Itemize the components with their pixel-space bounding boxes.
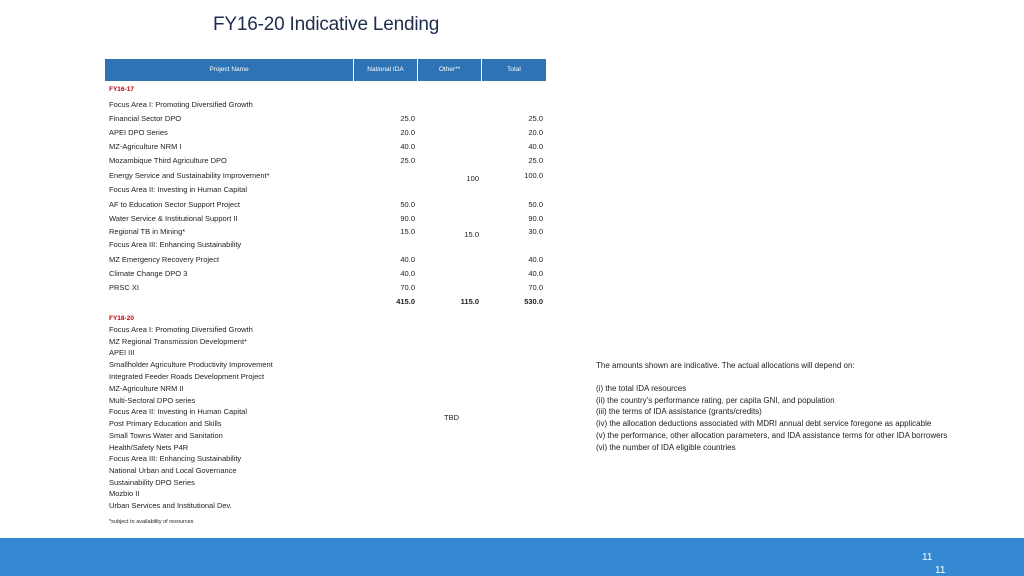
row-total: 50.0 xyxy=(528,200,543,209)
row-project-name: Energy Service and Sustainability Improvement* xyxy=(109,171,270,180)
row-project-name: Smallholder Agriculture Productivity Improvement xyxy=(109,360,273,369)
row-project-name: Mozambique Third Agriculture DPO xyxy=(109,156,227,165)
row-total: 100.0 xyxy=(524,171,543,180)
row-project-name: Climate Change DPO 3 xyxy=(109,269,188,278)
row-national-ida: 70.0 xyxy=(400,283,415,292)
row-total: 25.0 xyxy=(528,114,543,123)
row-project-name: APEI DPO Series xyxy=(109,128,168,137)
row-project-name: Post Primary Education and Skills xyxy=(109,419,222,428)
table-header xyxy=(105,59,546,81)
row-project-name: PRSC XI xyxy=(109,283,140,292)
row-project-name: Focus Area III: Enhancing Sustainability xyxy=(109,454,242,463)
row-national-ida: 90.0 xyxy=(400,214,415,223)
row-total: 25.0 xyxy=(528,156,543,165)
row-other: 100 xyxy=(466,174,479,183)
row-total: 40.0 xyxy=(528,255,543,264)
row-national-ida: 15.0 xyxy=(400,227,415,236)
row-national-ida: 50.0 xyxy=(400,200,415,209)
section-fy18-20: FY18-20 xyxy=(109,315,134,322)
row-project-name: AF to Education Sector Support Project xyxy=(109,200,240,209)
total-national-ida: 415.0 xyxy=(396,297,415,306)
row-total: 40.0 xyxy=(528,269,543,278)
row-project-name: MZ-Agriculture NRM I xyxy=(109,142,182,151)
row-project-name: Mozbio II xyxy=(109,489,140,498)
header-project-name: Project Name xyxy=(105,59,354,81)
row-national-ida: 40.0 xyxy=(400,269,415,278)
total-other: 115.0 xyxy=(460,297,479,306)
row-project-name: Urban Services and Institutional Dev. xyxy=(109,501,232,510)
note-item: (vi) the number of IDA eligible countries xyxy=(596,443,736,452)
row-project-name: Regional TB in Mining* xyxy=(109,227,186,236)
note-item: (iii) the terms of IDA assistance (grants/credits) xyxy=(596,407,762,416)
tbd-label: TBD xyxy=(444,413,459,422)
section-fy16-17: FY16-17 xyxy=(109,86,134,93)
row-total: 30.0 xyxy=(528,227,543,236)
header-other: Other** xyxy=(418,59,482,81)
row-project-name: Focus Area II: Investing in Human Capital xyxy=(109,407,247,416)
row-national-ida: 40.0 xyxy=(400,255,415,264)
total-total: 530.0 xyxy=(524,297,543,306)
note-item: (v) the performance, other allocation parameters, and IDA assistance terms for other IDA borrowers xyxy=(596,431,948,440)
row-other: 15.0 xyxy=(464,230,479,239)
note-item: (ii) the country's performance rating, per capita GNI, and population xyxy=(596,396,835,405)
row-project-name: MZ Emergency Recovery Project xyxy=(109,255,220,264)
footer-bar xyxy=(0,538,1024,576)
row-total: 20.0 xyxy=(528,128,543,137)
row-project-name: Focus Area III: Enhancing Sustainability xyxy=(109,240,242,249)
row-project-name: Health/Safety Nets P4R xyxy=(109,443,189,452)
row-project-name: Multi-Sectoral DPO series xyxy=(109,396,196,405)
row-project-name: National Urban and Local Governance xyxy=(109,466,237,475)
row-total: 70.0 xyxy=(528,283,543,292)
note-item: (iv) the allocation deductions associated with MDRI annual debt service foregone as applicable xyxy=(596,419,932,428)
row-national-ida: 40.0 xyxy=(400,142,415,151)
row-project-name: Sustainability DPO Series xyxy=(109,478,195,487)
row-project-name: Small Towns Water and Sanitation xyxy=(109,431,223,440)
row-project-name: Financial Sector DPO xyxy=(109,114,182,123)
notes-intro: The amounts shown are indicative. The actual allocations will depend on: xyxy=(596,361,855,370)
row-project-name: Integrated Feeder Roads Development Project xyxy=(109,372,265,381)
row-national-ida: 20.0 xyxy=(400,128,415,137)
row-national-ida: 25.0 xyxy=(400,114,415,123)
page-number-secondary: 11 xyxy=(935,565,946,576)
row-project-name: MZ-Agriculture NRM II xyxy=(109,384,184,393)
row-project-name: Focus Area II: Investing in Human Capital xyxy=(109,185,247,194)
row-total: 90.0 xyxy=(528,214,543,223)
header-total: Total xyxy=(507,66,521,73)
row-national-ida: 25.0 xyxy=(400,156,415,165)
page-number: 11 xyxy=(922,552,933,563)
row-project-name: Water Service & Institutional Support II xyxy=(109,214,238,223)
row-project-name: Focus Area I: Promoting Diversified Growth xyxy=(109,100,253,109)
row-project-name: MZ Regional Transmission Development* xyxy=(109,337,247,346)
note-item: (i) the total IDA resources xyxy=(596,384,687,393)
row-project-name: Focus Area I: Promoting Diversified Growth xyxy=(109,325,253,334)
header-national-ida: National IDA xyxy=(354,59,418,81)
page-title: FY16-20 Indicative Lending xyxy=(213,14,440,35)
row-project-name: APEI III xyxy=(109,348,135,357)
footnote: *subject to availability of resources xyxy=(109,519,194,525)
row-total: 40.0 xyxy=(528,142,543,151)
